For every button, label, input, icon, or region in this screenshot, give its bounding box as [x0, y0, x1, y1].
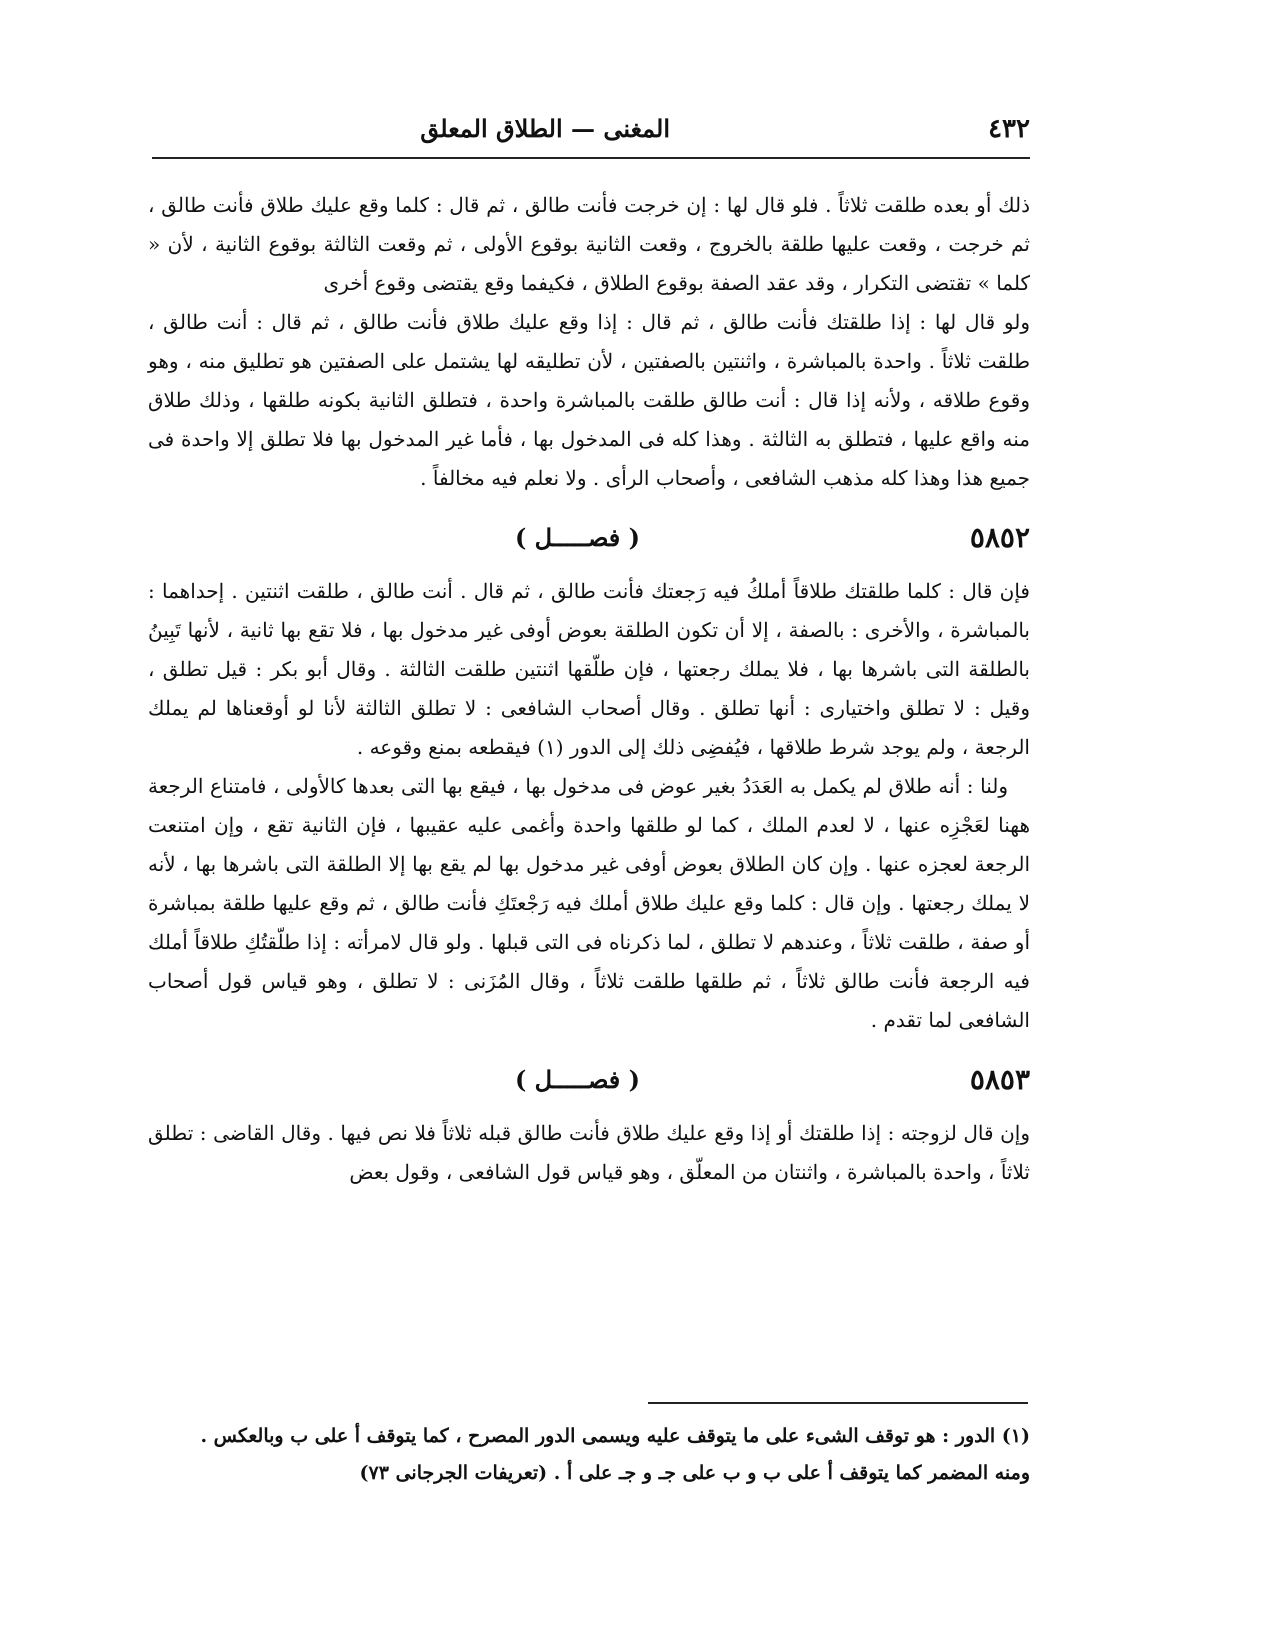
footnote: ومنه المضمر كما يتوقف أ على ب و ب على جـ و جـ على أ . (تعريفات الجرجانى ٧٣): [359, 1462, 1030, 1484]
paragraph: وإن قال لزوجته : إذا طلقتك أو إذا وقع عليك طلاق فأنت طالق قبله ثلاثاً فلا نص فيها . وقال القاضى : تطلق ثلاثاً ، واحدة بالمباشرة ، واثنتان من المعلّق ، وهو قياس قول الشافعى ، وقول بعض: [148, 1121, 1030, 1184]
paragraph: ولو قال لها : إذا طلقتك فأنت طالق ، ثم قال : إذا وقع عليك طلاق فأنت طالق ، ثم قال : أنت طالق ، طلقت ثلاثاً . واحدة بالمباشرة ، واثنتين بالصفتين ، لأن تطليقه لها يشتمل على الصفتين هو تطليق منه ، وهو وقوع طلاقه ، ولأنه إذا قال : أنت طالق طلقت بالمباشرة واحدة ، فتطلق الثانية بكونه طلقها ، وذلك طلاق منه واقع عليها ، فتطلق به الثالثة . وهذا كله فى المدخول بها ، فأما غير المدخول بها فلا تطلق إلا واحدة فى جميع هذا وهذا كله مذهب الشافعى ، وأصحاب الرأى . ولا نعلم فيه مخالفاً .: [148, 310, 1031, 490]
section-number: ٥٨٥٢: [969, 521, 1030, 554]
running-title: المغنى — الطلاق المعلق: [420, 114, 670, 143]
section-number: ٥٨٥٣: [969, 1063, 1030, 1096]
section-heading: [148, 508, 1030, 568]
running-header: [150, 108, 1030, 148]
footnote-divider: [648, 1402, 1028, 1404]
section-label: ( فصـــــل ): [514, 1065, 640, 1094]
main-text: [148, 186, 1030, 1192]
page-number: ٤٣٢: [988, 114, 1030, 144]
footnotes: [148, 1418, 1030, 1492]
paragraph: ذلك أو بعده طلقت ثلاثاً . فلو قال لها : إن خرجت فأنت طالق ، ثم قال : كلما وقع عليك طلاق فأنت طالق ، ثم خرجت ، وقعت عليها طلقة بالخروج ، وقعت الثانية بوقوع الأولى ، ثم وقعت الثالثة بوقوع الثانية ، لأن « كلما » تقتضى التكرار ، وقد عقد الصفة بوقوع الطلاق ، فكيفما وقع يقتضى وقوع أخرى: [148, 193, 1030, 295]
section-heading: [148, 1050, 1030, 1110]
header-divider: [152, 157, 1030, 159]
paragraph: فإن قال : كلما طلقتك طلاقاً أملكُ فيه رَجعتك فأنت طالق ، ثم قال . أنت طالق ، طلقت اثنتين . إحداهما : بالمباشرة ، والأخرى : بالصفة ، إلا أن تكون الطلقة بعوض أوفى غير مدخول بها ، فلا تقع بها ثانية ، لأنها تَبِينُ بالطلقة التى باشرها بها ، فلا يملك رجعتها ، فإن طلّقها اثنتين طلقت الثالثة . وقال أبو بكر : قيل تطلق ، وقيل : لا تطلق واختيارى : أنها تطلق . وقال أصحاب الشافعى : لا تطلق الثالثة لأنا لو أوقعناها لم يملك الرجعة ، ولم يوجد شرط طلاقها ، فيُفضِى ذلك إلى الدور (١) فيقطعه بمنع وقوعه .: [148, 579, 1030, 759]
paragraph: ولنا : أنه طلاق لم يكمل به العَدَدُ بغير عوض فى مدخول بها ، فيقع بها التى بعدها كالأولى ، فامتناع الرجعة ههنا لعَجْزِه عنها ، لا لعدم الملك ، كما لو طلقها واحدة وأغمى عليه عقيبها ، فإن الثانية تقع ، وإن امتنعت الرجعة لعجزه عنها . وإن كان الطلاق بعوض أوفى غير مدخول بها لم يقع بها إلا الطلقة التى باشرها بها ، لأنه لا يملك رجعتها . وإن قال : كلما وقع عليك طلاق أملك فيه رَجْعتَكِ فأنت طالق ، ثم وقع عليها طلقة بمباشرة أو صفة ، طلقت ثلاثاً ، وعندهم لا تطلق ، لما ذكرناه فى التى قبلها . ولو قال لامرأته : إذا طلّقتُكِ طلاقاً أملك فيه الرجعة فأنت طالق ثلاثاً ، ثم طلقها طلقت ثلاثاً ، وقال المُزَنى : لا تطلق ، وهو قياس قول أصحاب الشافعى لما تقدم .: [148, 774, 1030, 1032]
section-label: ( فصـــــل ): [514, 523, 640, 552]
footnote: (١) الدور : هو توقف الشىء على ما يتوقف عليه ويسمى الدور المصرح ، كما يتوقف أ على ب وبالعكس .: [200, 1425, 1030, 1447]
